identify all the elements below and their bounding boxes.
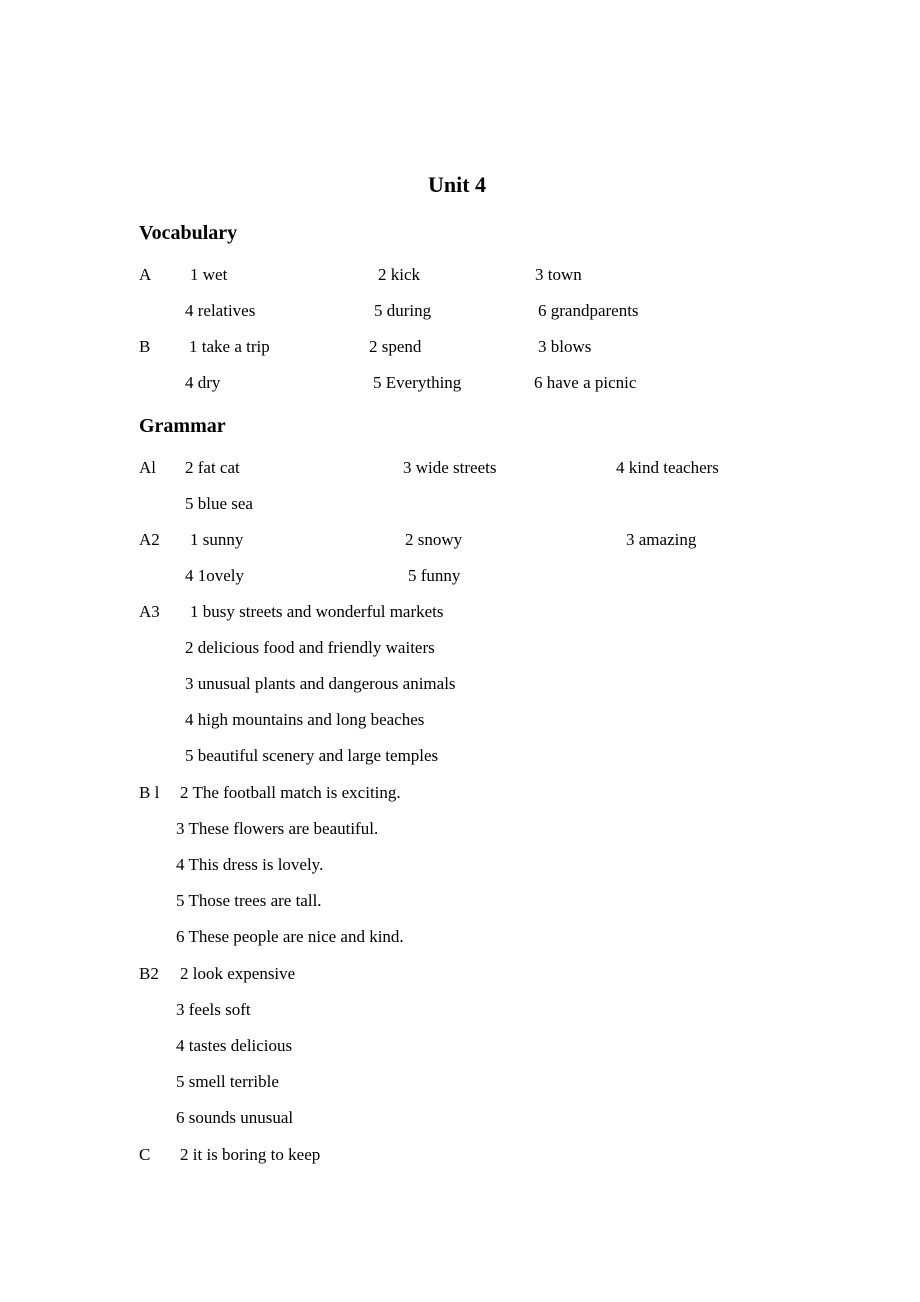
answer-item: 1 take a trip	[189, 337, 270, 356]
answer-item: 2 it is boring to keep	[180, 1145, 321, 1164]
page-title: Unit 4	[428, 172, 487, 197]
answer-item: 5 Those trees are tall.	[176, 891, 322, 910]
section-label: B l	[139, 783, 160, 802]
answer-item: 6 These people are nice and kind.	[176, 927, 404, 946]
answer-item: 2 look expensive	[180, 964, 296, 983]
answer-item: 4 relatives	[185, 301, 256, 320]
section-label: A	[139, 265, 152, 284]
vocabulary-heading: Vocabulary	[139, 222, 238, 244]
section-label: B	[139, 337, 151, 356]
answer-item: 6 sounds unusual	[176, 1108, 294, 1127]
answer-item: 2 snowy	[405, 530, 463, 549]
answer-item: 4 tastes delicious	[176, 1036, 293, 1055]
answer-item: 3 These flowers are beautiful.	[176, 819, 379, 838]
answer-item: 6 have a picnic	[534, 373, 637, 392]
section-label: A3	[139, 602, 160, 621]
answer-item: 2 The football match is exciting.	[180, 783, 401, 802]
answer-item: 5 smell terrible	[176, 1072, 279, 1091]
answer-item: 1 busy streets and wonderful markets	[190, 602, 444, 621]
answer-item: 5 funny	[408, 566, 461, 585]
answer-item: 2 spend	[369, 337, 422, 356]
answer-item: 2 kick	[378, 265, 421, 284]
answer-item: 2 fat cat	[185, 458, 240, 477]
section-label: Al	[139, 458, 156, 477]
section-label: B2	[139, 964, 159, 983]
answer-item: 2 delicious food and friendly waiters	[185, 638, 435, 657]
answer-item: 4 1ovely	[185, 566, 245, 585]
answer-item: 3 wide streets	[403, 458, 497, 477]
answer-item: 5 during	[374, 301, 432, 320]
section-label: A2	[139, 530, 160, 549]
answer-item: 5 blue sea	[185, 494, 253, 513]
answer-item: 5 Everything	[373, 373, 462, 392]
answer-item: 6 grandparents	[538, 301, 639, 320]
answer-item: 3 blows	[538, 337, 592, 356]
answer-item: 4 kind teachers	[616, 458, 719, 477]
answer-item: 1 wet	[190, 265, 228, 284]
answer-item: 3 town	[535, 265, 582, 284]
answer-item: 5 beautiful scenery and large temples	[185, 746, 439, 765]
grammar-heading: Grammar	[139, 415, 226, 437]
answer-item: 1 sunny	[190, 530, 244, 549]
answer-item: 3 unusual plants and dangerous animals	[185, 674, 456, 693]
answer-item: 4 high mountains and long beaches	[185, 710, 425, 729]
answer-item: 4 This dress is lovely.	[176, 855, 324, 874]
section-label: C	[139, 1145, 151, 1164]
answer-item: 3 amazing	[626, 530, 697, 549]
answer-item: 4 dry	[185, 373, 221, 392]
answer-item: 3 feels soft	[176, 1000, 251, 1019]
